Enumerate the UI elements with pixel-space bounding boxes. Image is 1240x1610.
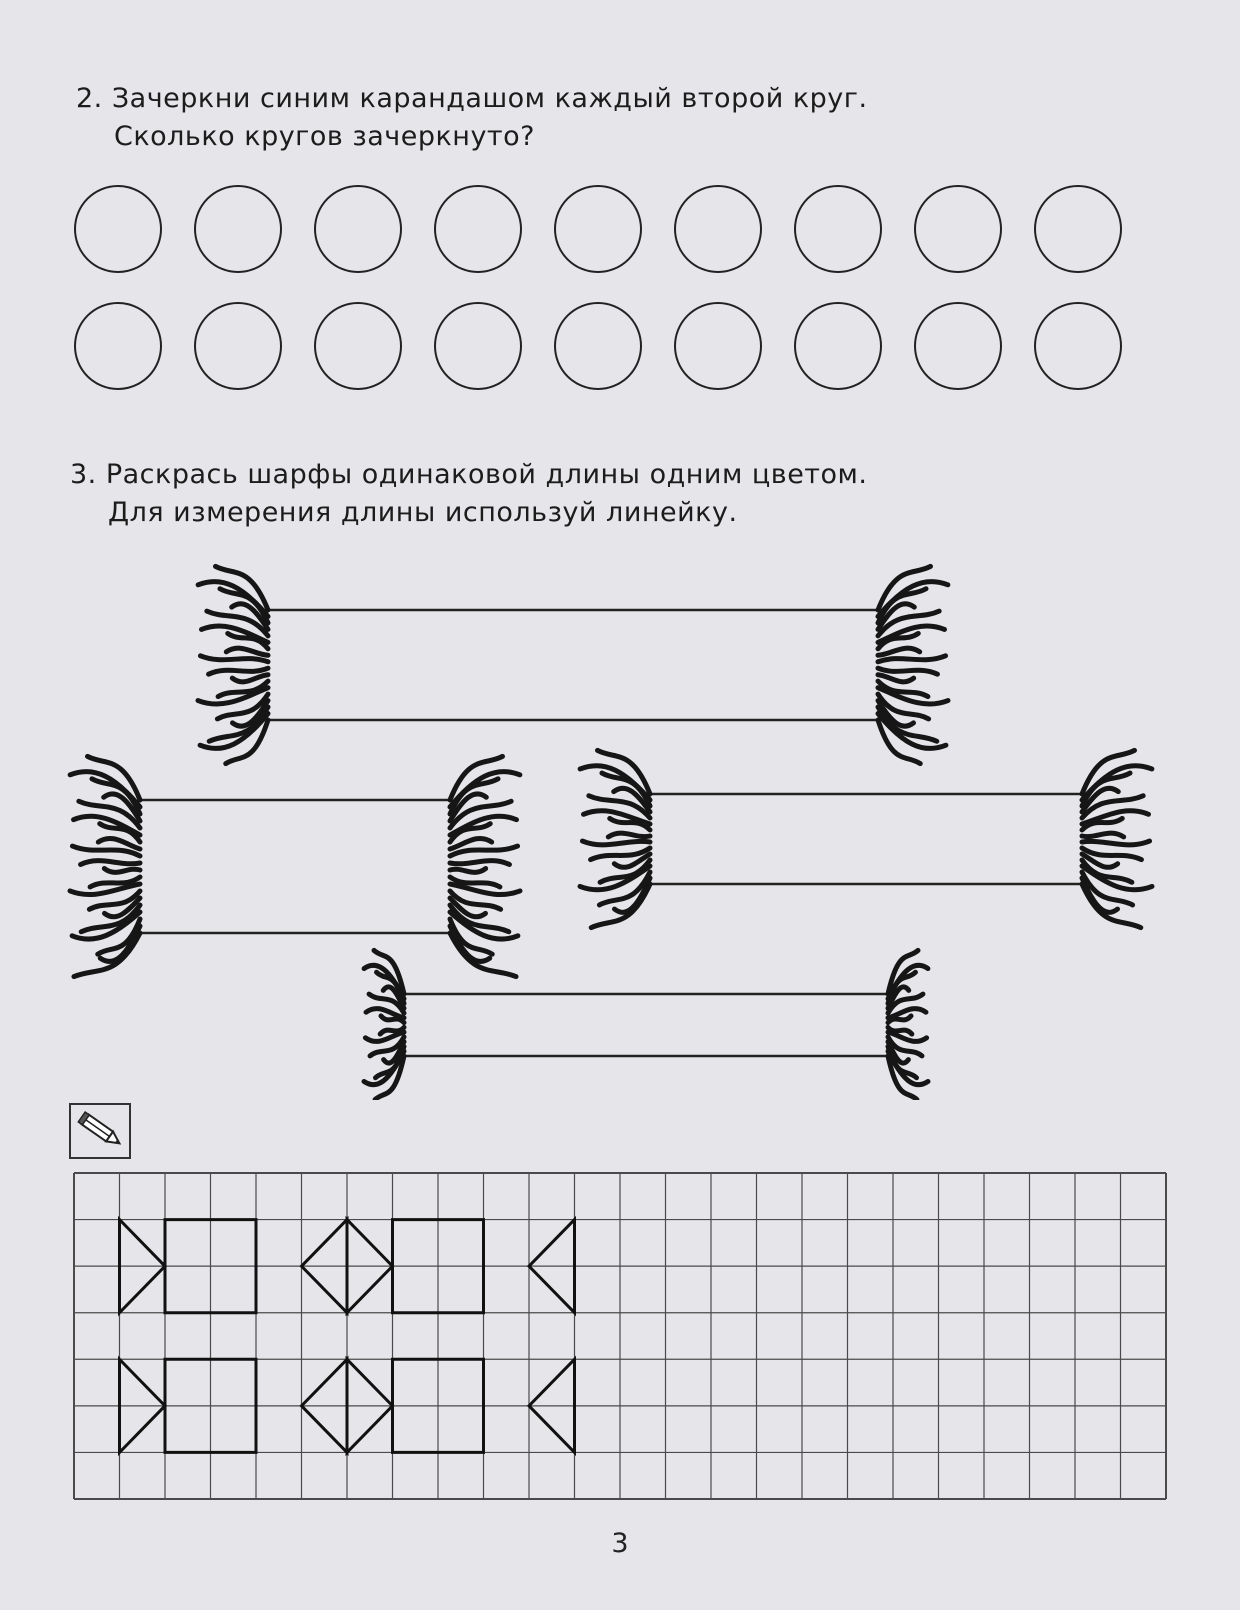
task-3-line-1: 3. Раскрась шарфы одинаковой длины одним цветом. — [70, 459, 868, 490]
task-2-line-2: Сколько кругов зачеркнуто? — [114, 121, 536, 152]
task-2-line-1: 2. Зачеркни синим карандашом каждый второй круг. — [76, 83, 868, 114]
task-3-line-2: Для измерения длины используй линейку. — [108, 497, 738, 528]
grid-lines — [74, 1173, 1166, 1499]
page-number: 3 — [611, 1528, 629, 1559]
